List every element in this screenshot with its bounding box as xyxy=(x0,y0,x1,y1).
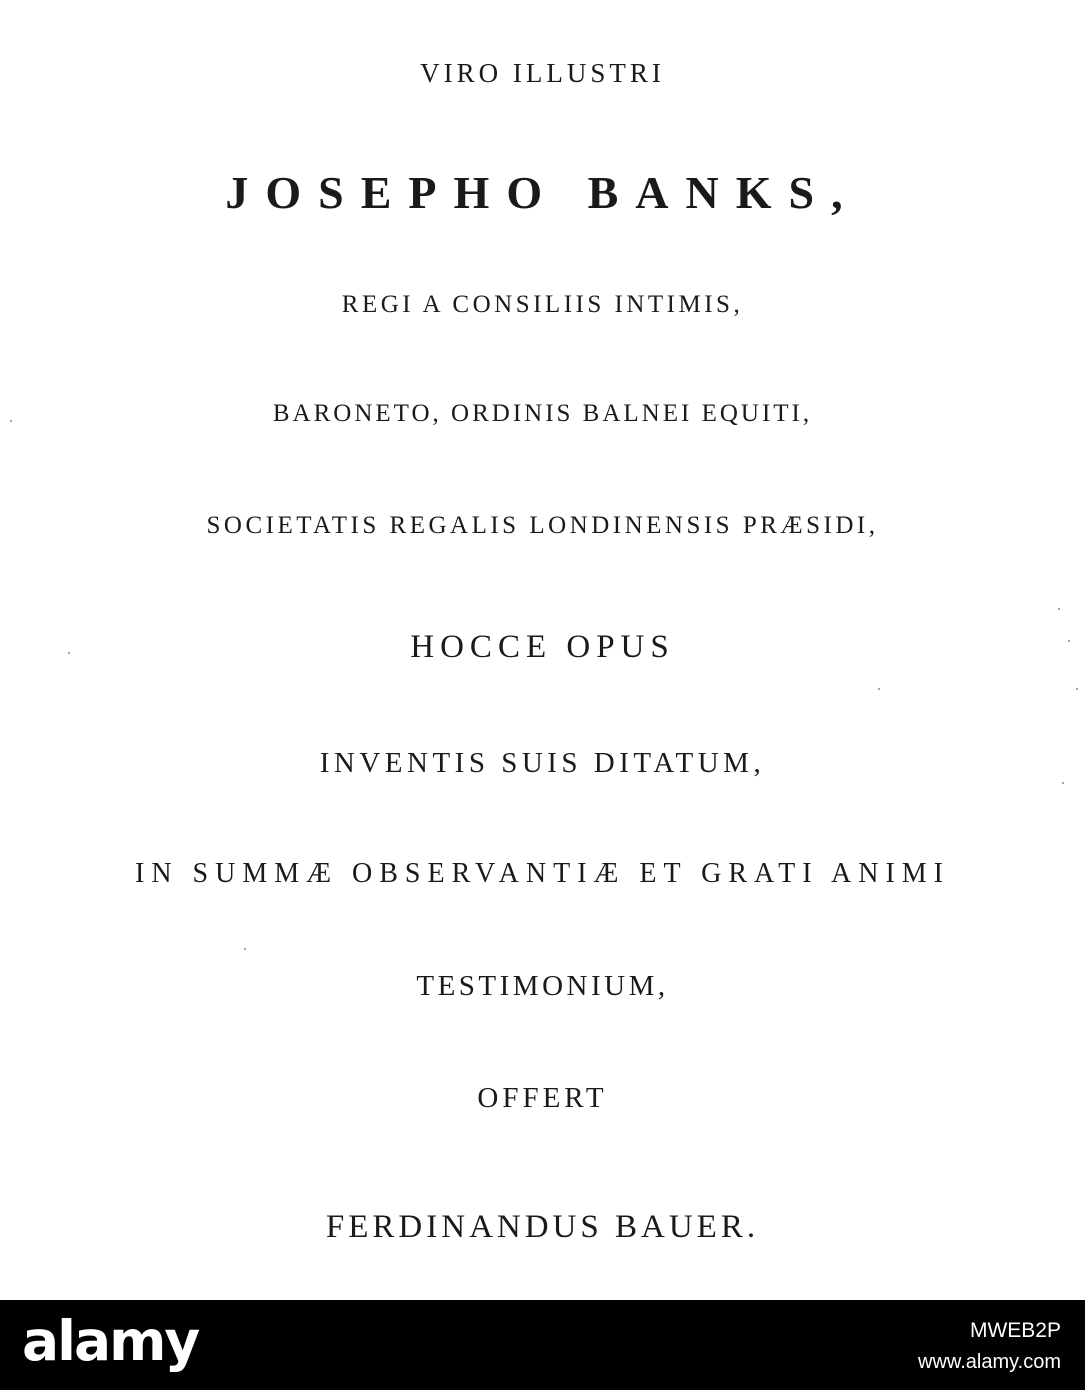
dedication-line-viro-illustri: VIRO ILLUSTRI xyxy=(420,58,665,88)
dedication-line-offert: OFFERT xyxy=(477,1082,608,1114)
paper-speck xyxy=(10,420,12,422)
dedication-line-josepho-banks: JOSEPHO BANKS, xyxy=(225,167,860,218)
paper-speck xyxy=(878,688,880,690)
dedication-line-hocce-opus: HOCCE OPUS xyxy=(410,629,675,665)
paper-speck xyxy=(244,948,246,950)
paper-speck xyxy=(1068,640,1070,642)
dedication-line-societatis: SOCIETATIS REGALIS LONDINENSIS PRÆSIDI, xyxy=(206,512,879,539)
image-id-label: MWEB2P xyxy=(969,1319,1061,1342)
paper-speck xyxy=(68,652,70,654)
alamy-logo: alamy xyxy=(22,1309,199,1373)
paper-speck xyxy=(1062,782,1064,784)
dedication-line-ferdinandus: FERDINANDUS BAUER. xyxy=(325,1209,760,1245)
paper-speck xyxy=(1058,608,1060,610)
paper-speck xyxy=(1076,688,1078,690)
dedication-line-baroneto: BARONETO, ORDINIS BALNEI EQUITI, xyxy=(272,400,813,427)
dedication-line-regi: REGI A CONSILIIS INTIMIS, xyxy=(341,291,744,318)
dedication-line-in-summae: IN SUMMÆ OBSERVANTIÆ ET GRATI ANIMI xyxy=(135,858,950,889)
site-url-label: www.alamy.com xyxy=(918,1351,1061,1373)
dedication-line-inventis: INVENTIS SUIS DITATUM, xyxy=(319,747,766,779)
watermark-banner xyxy=(0,1300,1085,1390)
dedication-line-testimonium: TESTIMONIUM, xyxy=(416,970,669,1002)
